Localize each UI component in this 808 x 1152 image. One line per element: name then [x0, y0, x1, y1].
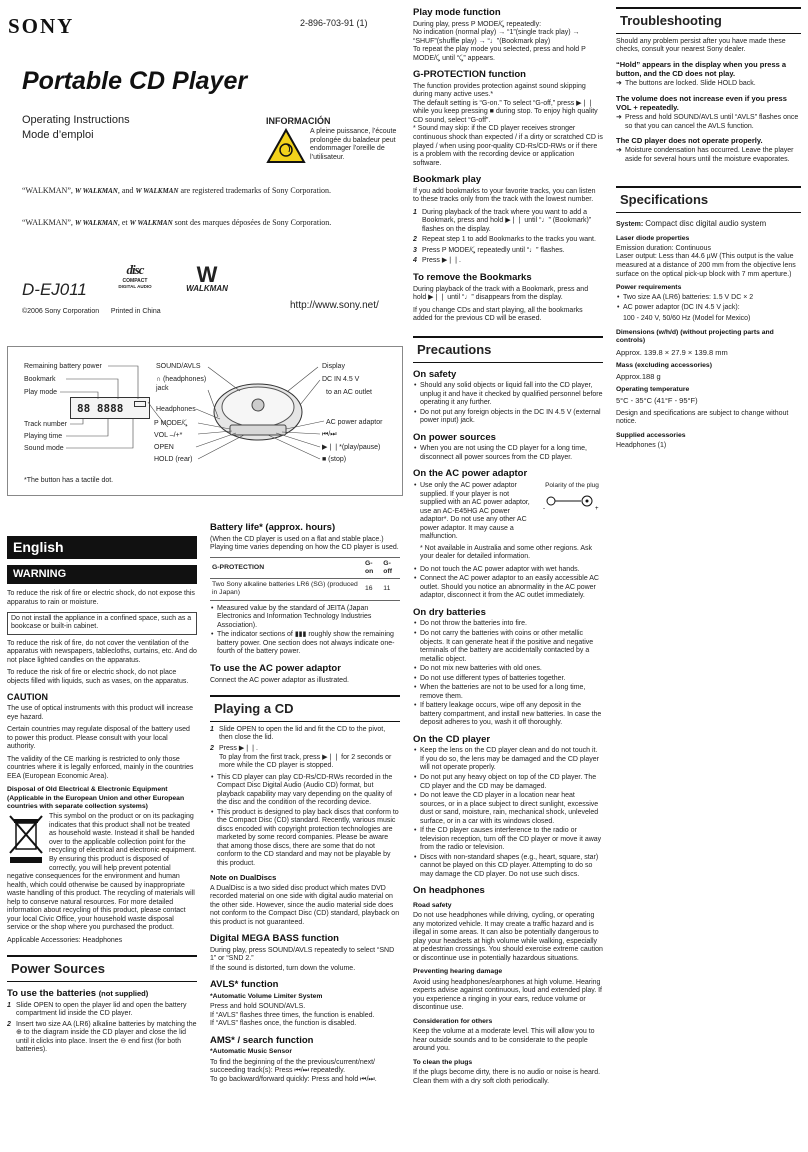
walkman-logo-icon-2: W WALKMAN	[74, 219, 118, 227]
td-goff-hours: 11	[381, 579, 400, 601]
subtitle-en: Operating Instructions	[22, 114, 130, 126]
mass-heading: Mass (excluding accessories)	[616, 361, 712, 369]
walkman-w-icon: W WALKMAN	[135, 187, 179, 195]
dry-batteries-heading: On dry batteries	[413, 606, 486, 618]
th-gprotection: G-PROTECTION	[210, 557, 363, 579]
play-mode-text: During play, press P MODE/⤹ repeatedly: No indication (normal play) → “1”(single track play) → “SHUF”(shuffle play) → “♩”(Bookmark play) To repeat the play mode you selected, press and hold P MODE/⤹ until “⤹” appears.	[413, 20, 586, 62]
label-skip: ⏮/⏭	[322, 431, 337, 438]
bookmark-step-4: 4 Press ▶❘❘.	[413, 257, 461, 265]
info-heading: INFORMACIÓN	[266, 116, 331, 126]
warning-text-2: To reduce the risk of fire, do not cover the ventilation of the apparatus with newspapers, tablecloths, curtains, etc. And do not place lighted candles on the apparatus.	[7, 639, 197, 664]
subtitle-fr: Mode d’emploi	[22, 129, 94, 141]
dry-4: • Do not use different types of batteries together.	[413, 675, 603, 684]
label-ac-outlet: to an AC outlet	[326, 389, 372, 396]
ams-sub: *Automatic Music Sensor	[210, 1048, 292, 1056]
warning-bar: WARNING	[7, 565, 197, 584]
column-playback	[210, 522, 400, 1147]
road-safety-heading: Road safety	[413, 901, 452, 909]
power-req-1: • Two size AA (LR6) batteries: 1.5 V DC × 2	[616, 294, 801, 303]
column-english	[7, 500, 197, 1145]
precautions-heading: Precautions	[413, 336, 603, 363]
dualdisc-heading: Note on DualDiscs	[210, 873, 277, 883]
sony-logo: SONY	[8, 14, 75, 38]
dry-2: • Do not carry the batteries with coins or other metallic objects. It can generate heat if the positive and negative terminals of the battery are accidentally contacted by a metallic object.	[413, 630, 603, 664]
mega-bass-text: During play, press SOUND/AVLS repeatedly to select “SND 1” or “SND 2.”	[210, 946, 395, 963]
svg-text:+: +	[595, 505, 599, 512]
battery-life-intro: (When the CD player is used on a flat and stable place.) Playing time varies depending on how the CD player is used.	[210, 535, 399, 552]
crossed-bin-icon	[7, 813, 45, 865]
trademark-fr: “WALKMAN”, W WALKMAN, et W WALKMAN sont des marques déposées de Sony Corporation.	[22, 218, 332, 227]
others-text: Keep the volume at a moderate level. This will allow you to hear outside sounds and to be considerate to the people around you.	[413, 1028, 595, 1053]
label-hold: HOLD (rear)	[154, 456, 193, 463]
avls-heading: AVLS* function	[210, 979, 279, 991]
cd-player-heading: On the CD player	[413, 733, 491, 745]
bookmark-step-2: 2 Repeat step 1 to add Bookmarks to the tracks you want.	[413, 236, 596, 244]
bookmark-text: If you add bookmarks to your favorite tracks, you can listen to these tracks only from the track with the lowest number.	[413, 187, 596, 204]
ams-heading: AMS* / search function	[210, 1034, 314, 1046]
mass-value: Approx.188 g	[616, 371, 661, 381]
english-tab: English	[7, 536, 197, 559]
remove-bookmarks-heading: To remove the Bookmarks	[413, 271, 532, 283]
power-sources-precaution-heading: On power sources	[413, 431, 496, 443]
disposal-block	[7, 813, 197, 932]
use-batteries-heading: To use the batteries (not supplied)	[7, 988, 149, 1000]
trouble-q2: The volume does not increase even if you press VOL + repeatedly.	[616, 93, 787, 112]
part-number: 2-896-703-91 (1)	[300, 18, 368, 28]
dry-5: • When the batteries are not to be used for a long time, remove them.	[413, 684, 603, 701]
headphones-heading: On headphones	[413, 885, 485, 897]
mega-bass-heading: Digital MEGA BASS function	[210, 933, 339, 945]
power-step-2: 2 Insert two size AA (LR6) alkaline batteries by matching the ⊕ to the diagram inside the CD player and close the lid until it clicks into place. Insert the ⊖ end first (for both batteries).	[7, 1020, 197, 1054]
road-safety-text: Do not use headphones while driving, cycling, or operating any motorized vehicle. It may create a traffic hazard and is illegal in some areas. It can also be potentially dangerous to play your headsets at high volume while walking, especially at pedestrian crossings. You should exercise extreme caution or discontinue use in potentially hazardous situations.	[413, 912, 603, 962]
label-play-pause: ▶❘❘*(play/pause)	[322, 444, 381, 451]
bookmark-step-3: 3 Press P MODE/⤹ repeatedly until “♩” flashes.	[413, 246, 565, 254]
label-ac-adaptor: AC power adaptor	[326, 419, 383, 426]
dry-1: • Do not throw the batteries into fire.	[413, 620, 603, 629]
accessories-value: Headphones (1)	[616, 441, 667, 449]
label-play-mode: Play mode	[24, 389, 58, 396]
mega-bass-text-2: If the sound is distorted, turn down the volume.	[210, 964, 356, 972]
avls-text: Press and hold SOUND/AVLS. If “AVLS” flashes three times, the function is enabled. If “AVLS” flashes once, the function is disabled.	[210, 1003, 375, 1028]
hearing-text: Avoid using headphones/earphones at high volume. Hearing experts advise against continuous, loud and extended play. If you experience a ringing in your ears, reduce volume or discontinue use.	[413, 978, 602, 1012]
caution-1: The use of optical instruments with this product will increase eye hazard.	[7, 705, 193, 721]
warning-text-1: To reduce the risk of fire or electric shock, do not expose this apparatus to rain or moisture.	[7, 590, 195, 607]
td-gon-hours: 16	[363, 579, 381, 601]
caution-3: The validity of the CE marking is restricted to only those countries where it is legally enforced, mainly in the countries EEA (European Economic Area).	[7, 755, 194, 780]
gprotection-heading: G-PROTECTION function	[413, 69, 526, 81]
cd-5: • Discs with non-standard shapes (e.g., heart, square, star) cannot be played on this CD player. Attempting to do so may damage the CD player. Do not use such discs.	[413, 854, 603, 880]
walkman-w-icon-2: W WALKMAN	[129, 219, 173, 227]
warning-text-3: To reduce the risk of fire or electric shock, do not place objects filled with liquids, such as vases, on the apparatus.	[7, 669, 189, 685]
th-gon: G-on	[363, 557, 381, 579]
clean-plugs-text: If the plugs become dirty, there is no audio or noise is heard. Clean them with a dry soft cloth periodically.	[413, 1068, 601, 1085]
disposal-heading: Disposal of Old Electrical & Electronic Equipment (Applicable in the European Union and other European countries with separate collection systems)	[7, 786, 185, 811]
power-sources-heading: Power Sources	[7, 955, 197, 982]
walkman-logo-icon: W WALKMAN	[74, 187, 118, 195]
page-title: Portable CD Player	[22, 67, 248, 95]
trouble-a1: ➜ The buttons are locked. Slide HOLD back.	[616, 80, 801, 89]
dimensions-value: Approx. 139.8 × 27.9 × 139.8 mm	[616, 347, 728, 357]
info-text: A pleine puissance, l’écoute prolongée du baladeur peut endommager l’oreille de l’utilisateur.	[310, 128, 397, 161]
ams-text: To find the beginning of the the previous/current/next/ succeeding track(s): Press ⏮/⏭ repeatedly. To go backward/forward quickly: Press and hold ⏮/⏭.	[210, 1058, 377, 1083]
power-precaution-1: • When you are not using the CD player for a long time, disconnect all power sources from the CD player.	[413, 445, 603, 462]
play-bullet-1: • This CD player can play CD-Rs/CD-RWs recorded in the Compact Disc Digital Audio (Audio CD) format, but playback capability may vary depending on the quality of the disc and the condition of the recording device.	[210, 774, 400, 808]
accessories-heading: Supplied accessories	[616, 431, 686, 439]
cd-1: • Keep the lens on the CD player clean and do not touch it. If you do so, the lens may be damaged and the CD player will not operate properly.	[413, 747, 603, 773]
accessories-note: Applicable Accessories: Headphones	[7, 936, 123, 944]
trouble-a2: ➜ Press and hold SOUND/AVLS until “AVLS” flashes once so that you can cancel the AVLS function.	[616, 114, 801, 131]
dry-6: • If battery leakage occurs, wipe off any deposit in the battery compartment, and install new batteries. In case the deposit adheres to you, wash it off thoroughly.	[413, 702, 603, 728]
spec-system: System: Compact disc digital audio system	[616, 219, 767, 229]
model-number: D-EJ011	[22, 280, 87, 299]
cd-4: • If the CD player causes interference to the radio or television reception, turn off the CD player or move it away from the radio or television.	[413, 827, 603, 853]
play-mode-heading: Play mode function	[413, 7, 501, 18]
others-heading: Consideration for others	[413, 1017, 493, 1025]
ac-precaution-2: • Do not touch the AC power adaptor with wet hands.	[413, 566, 603, 575]
compact-disc-logo: disc COMPACT DIGITAL AUDIO	[118, 262, 152, 289]
power-req-2: • AC power adaptor (DC IN 4.5 V jack):	[616, 304, 801, 313]
ac-adaptor-block	[413, 482, 603, 562]
dualdisc-text: A DualDisc is a two sided disc product which mates DVD recorded material on one side with digital audio material on the other side. However, since the audio material side does not conform to the Compact Disc (CD) standard, playback on this product is not guaranteed.	[210, 884, 400, 926]
cd-2: • Do not put any heavy object on top of the CD player. The CD player and the CD may be damaged.	[413, 774, 603, 791]
on-safety-heading: On safety	[413, 368, 457, 380]
column-specs	[616, 7, 801, 1147]
remove-bookmarks-text: During playback of the track with a Bookmark, press and hold ▶❘❘ until “♩” disappears from the display.	[413, 285, 589, 302]
battery-note-2: • The indicator sections of ▮▮▮ roughly show the remaining battery power. One section does not always indicate one-fourth of the battery power.	[210, 631, 400, 657]
troubleshooting-heading: Troubleshooting	[616, 7, 801, 34]
trouble-q3: The CD player does not operate properly.	[616, 136, 763, 146]
bookmark-heading: Bookmark play	[413, 174, 482, 186]
power-req-heading: Power requirements	[616, 284, 682, 292]
disposal-text: This symbol on the product or on its packaging indicates that this product shall not be treated as household waste. Instead it shall be handed over to the applicable collection point for the recycling of electrical and electronic equipment. By ensuring this product is disposed of correctly, you will help prevent potential negative consequences for the environment and human health, which could otherwise be caused by inappropriate waste handling of this product. The recycling of materials will help to conserve natural resources. For more detailed information about recycling of this product, please contact your local Civic Office, your household waste disposal service or the shop where you purchased the product.	[7, 813, 197, 932]
lcd-display: 88 8888	[70, 397, 150, 419]
dimensions-heading: Dimensions (w/h/d) (without projecting parts and controls)	[616, 328, 774, 345]
specifications-heading: Specifications	[616, 186, 801, 213]
power-req-sub: 100 - 240 V, 50/60 Hz (Model for Mexico)	[623, 315, 751, 323]
battery-note-1: • Measured value by the standard of JEITA (Japan Electronics and Information Technology Industries Association).	[210, 605, 400, 631]
player-diagram	[7, 346, 403, 496]
caution-heading: CAUTION	[7, 692, 48, 703]
remove-bookmarks-text-2: If you change CDs and start playing, all the bookmarks added for the previous CD will be erased.	[413, 306, 583, 323]
trouble-q1: “Hold” appears in the display when you press a button, and the CD does not play.	[616, 59, 787, 79]
bookmark-step-1: 1 During playback of the track where you want to add a Bookmark, press and hold ▶❘❘ until “♩” (Bookmark)” flashes on the display.	[413, 208, 592, 233]
trouble-a3: ➜ Moisture condensation has occurred. Leave the player aside for several hours until the moisture evaporates.	[616, 147, 801, 164]
battery-life-table	[210, 557, 400, 601]
label-playing-time: Playing time	[24, 433, 63, 440]
walkman-brand-logo: W WALKMAN	[186, 262, 228, 293]
ac-precaution-3: • Connect the AC power adaptor to an easily accessible AC outlet. Should you notice an abnormality in the AC power adaptor, disconnect it from the AC outlet immediately.	[413, 575, 603, 601]
warning-hearing-icon	[266, 128, 306, 164]
svg-text:-: -	[543, 505, 545, 512]
th-goff: G-off	[381, 557, 400, 579]
trademark-en: “WALKMAN”, W WALKMAN, and W WALKMAN are registered trademarks of Sony Corporation.	[22, 186, 332, 195]
caution-2: Certain countries may regulate disposal of the battery used to power this product. Please consult with your local authority.	[7, 726, 190, 751]
label-sound-mode: Sound mode	[24, 445, 64, 452]
gprotection-text: The function provides protection against sound skipping during many active uses.* The default setting is “G-on.” To select “G-off,” press ▶❘❘ while you keep pressing ■ during stop. To enjoy high quality CD sound, select “G-off”. * Sound may skip: if the CD player receives stronger continuous shock than expected / if a dirty or scratched CD is played / when using poor-quality CD-Rs/CD-RWs or if there is a problem with the recording device or application software.	[413, 82, 603, 167]
temperature-heading: Operating temperature	[616, 386, 690, 394]
playing-cd-heading: Playing a CD	[210, 695, 400, 722]
label-vol: VOL –/+*	[154, 432, 183, 439]
label-dc-in: DC IN 4.5 V	[322, 376, 360, 383]
dry-3: • Do not mix new batteries with old ones.	[413, 665, 603, 674]
column-functions	[413, 7, 603, 1147]
safety-2: • Do not put any foreign objects in the DC IN 4.5 V (external power input) jack.	[413, 409, 603, 426]
play-bullet-2: • This product is designed to play back discs that conform to the Compact Disc (CD) standard. Recently, various music discs encoded with copyright protection technologies are marketed by some record companies. Please be aware that among those discs, there are some that do not conform to the CD standard and may not be playable by this product.	[210, 809, 400, 869]
td-battery-type: Two Sony alkaline batteries LR6 (SG) (produced in Japan)	[210, 579, 363, 601]
label-bookmark: Bookmark	[24, 376, 56, 383]
ac-precaution-1: • Use only the AC power adaptor supplied. If your player is not supplied with an AC power adaptor, use an AC-E45HG AC power adaptor*. Do not use any other AC power adaptor. It may cause a malfunction.	[413, 482, 603, 542]
design-note: Design and specifications are subject to change without notice.	[616, 409, 789, 426]
label-p-mode: P MODE/⤹	[154, 420, 188, 427]
play-step-1: 1 Slide OPEN to open the lid and fit the CD to the pivot, then close the lid.	[210, 725, 386, 742]
label-jack: jack	[156, 385, 169, 392]
warning-box: Do not install the appliance in a confined space, such as a bookcase or built-in cabinet.	[7, 612, 197, 635]
ac-precaution-note: * Not available in Australia and some other regions. Ask your dealer for detailed information.	[420, 544, 592, 561]
label-headphones-jack: ∩ (headphones)	[156, 376, 207, 383]
temperature-value: 5°C - 35°C (41°F - 95°F)	[616, 396, 698, 406]
label-remaining-battery: Remaining battery power	[24, 363, 102, 370]
play-step-2: 2 Press ▶❘❘. To play from the first track, press ▶❘❘ for 2 seconds or more while the CD player is stopped.	[210, 744, 392, 770]
copyright: ©2006 Sony Corporation Printed in China	[22, 308, 161, 315]
clean-plugs-heading: To clean the plugs	[413, 1058, 473, 1066]
label-track-number: Track number	[24, 421, 67, 428]
power-step-1: 1 Slide OPEN to open the player lid and open the battery compartment lid inside the CD player.	[7, 1001, 187, 1018]
cd-3: • Do not leave the CD player in a location near heat sources, or in a place subject to direct sunlight, excessive dust or sand, moisture, rain, mechanical shock, unleveled surface, or in a car with its windows closed.	[413, 792, 603, 826]
troubleshooting-intro: Should any problem persist after you have made these checks, consult your nearest Sony dealer.	[616, 37, 786, 54]
label-stop: ■ (stop)	[322, 456, 347, 463]
avls-sub: *Automatic Volume Limiter System	[210, 992, 323, 1000]
ac-adaptor-text: Connect the AC power adaptor as illustrated.	[210, 676, 349, 684]
label-open: OPEN	[154, 444, 174, 451]
label-headphones: Headphones	[156, 406, 196, 413]
plug-polarity-figure: Polarity of the plug - +	[541, 482, 603, 528]
hearing-heading: Preventing hearing damage	[413, 968, 503, 976]
safety-1: • Should any solid objects or liquid fall into the CD player, unplug it and have it checked by qualified personnel before operating it any further.	[413, 382, 603, 408]
ac-adaptor-precaution-heading: On the AC power adaptor	[413, 468, 528, 480]
battery-life-heading: Battery life* (approx. hours)	[210, 522, 336, 533]
sony-url[interactable]: http://www.sony.net/	[290, 300, 379, 311]
ac-adaptor-heading: To use the AC power adaptor	[210, 662, 341, 674]
label-sound-avls: SOUND/AVLS	[156, 363, 201, 370]
figure-footnote: *The button has a tactile dot.	[24, 477, 114, 484]
laser-text: Emission duration: Continuous Laser output: Less than 44.6 µW (This output is the value measured at a distance of 200 mm from the objective lens surface on the optical pick-up block with 7 mm aperture.)	[616, 244, 796, 278]
label-display: Display	[322, 363, 345, 370]
laser-heading: Laser diode properties	[616, 234, 690, 242]
